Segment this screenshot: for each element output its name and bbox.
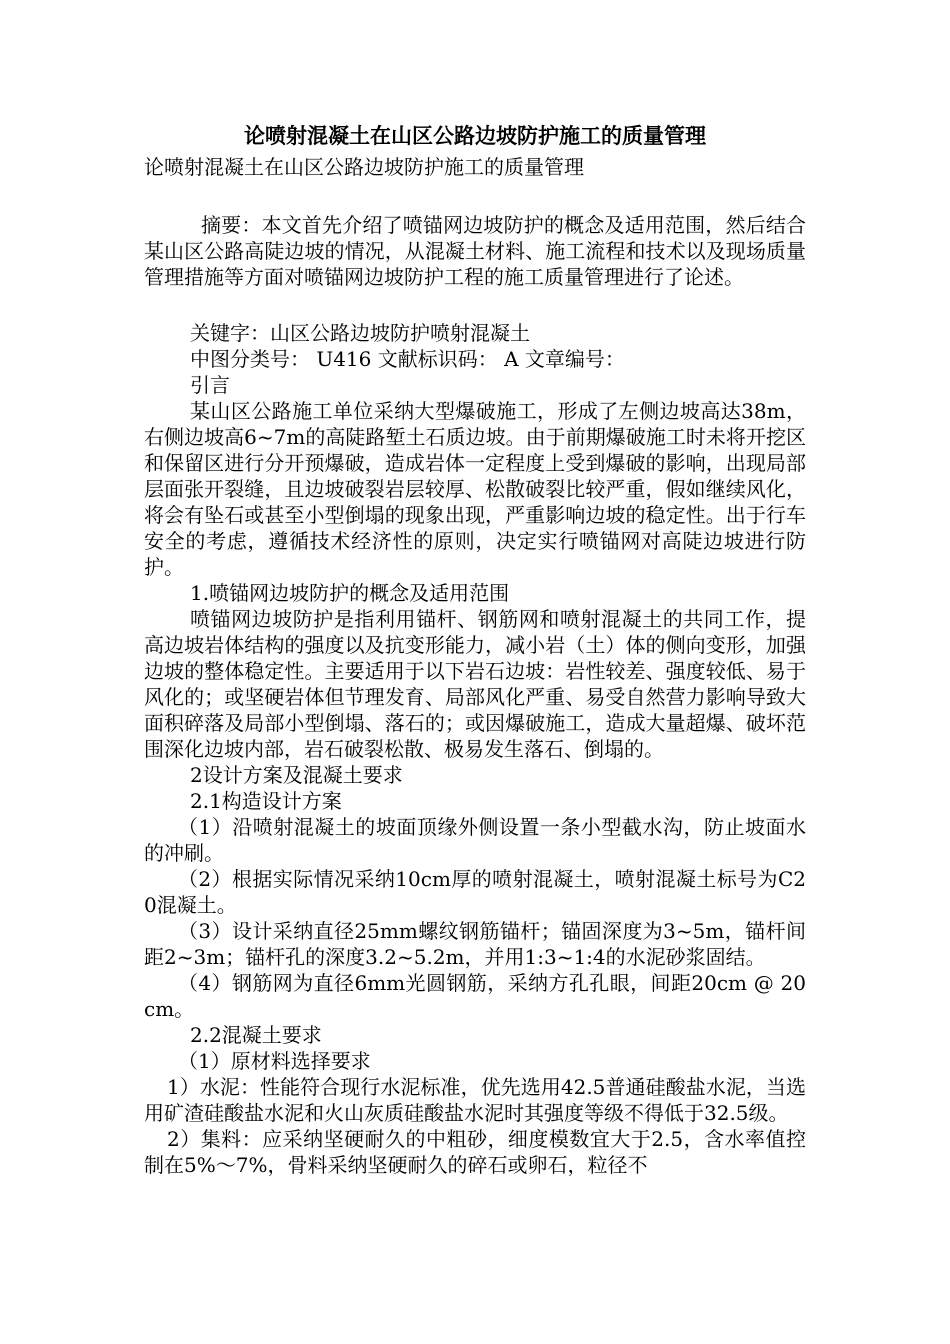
- section1-heading: 1.喷锚网边坡防护的概念及适用范围: [190, 581, 510, 605]
- material-item-cement: 1）水泥：性能符合现行水泥标准，优先选用42.5普通硅酸盐水泥，当选用矿渣硅酸盐水泥和火山灰质硅酸盐水泥时其强度等级不得低于32.5级。: [144, 1075, 806, 1125]
- material-heading: （1）原材料选择要求: [178, 1049, 371, 1073]
- design-item-2: （2）根据实际情况采纳10cm厚的喷射混凝土，喷射混凝土标号为C20混凝土。: [144, 867, 806, 917]
- design-item-4: （4）钢筋网为直径6mm光圆钢筋，采纳方孔孔眼，间距20cm @ 20cm。: [144, 971, 806, 1021]
- classification-line: 中图分类号： U416 文献标识码： A 文章编号：: [190, 347, 625, 371]
- design-item-3: （3）设计采纳直径25mm螺纹钢筋锚杆；锚固深度为3~5m，锚杆间距2~3m；锚杆孔的深度3.2~5.2m，并用1:3~1:4的水泥砂浆固结。: [144, 919, 806, 969]
- design-item-1: （1）沿喷射混凝土的坡面顶缘外侧设置一条小型截水沟，防止坡面水的冲刷。: [144, 815, 806, 865]
- intro-paragraph: 某山区公路施工单位采纳大型爆破施工，形成了左侧边坡高达38m，右侧边坡高6~7m的高陡路堑土石质边坡。由于前期爆破施工时未将开挖区和保留区进行分开预爆破，造成岩体一定程度上受到爆破的影响，出现局部层面张开裂缝，且边坡破裂岩层较厚、松散破裂比较严重，假如继续风化，将会有坠石或甚至小型倒塌的现象出现，严重影响边坡的稳定性。出于行车安全的考虑，遵循技术经济性的原则，决定实行喷锚网对高陡边坡进行防护。: [144, 399, 806, 579]
- section1-paragraph: 喷锚网边坡防护是指利用锚杆、钢筋网和喷射混凝土的共同工作，提高边坡岩体结构的强度以及抗变形能力，减小岩（土）体的侧向变形，加强边坡的整体稳定性。主要适用于以下岩石边坡：岩性较差、强度较低、易于风化的；或坚硬岩体但节理发育、局部风化严重、易受自然营力影响导致大面积碎落及局部小型倒塌、落石的；或因爆破施工，造成大量超爆、破坏范围深化边坡内部，岩石破裂松散、极易发生落石、倒塌的。: [144, 607, 806, 761]
- document-title: 论喷射混凝土在山区公路边坡防护施工的质量管理: [244, 124, 706, 148]
- intro-heading: 引言: [190, 373, 230, 397]
- document-body: [144, 120, 806, 1178]
- material-item-aggregate: 2）集料：应采纳坚硬耐久的中粗砂，细度模数宜大于2.5，含水率值控制在5%～7%，骨料采纳坚硬耐久的碎石或卵石，粒径不: [144, 1127, 806, 1177]
- section21-heading: 2.1构造设计方案: [190, 789, 342, 813]
- keywords-line: 关键字：山区公路边坡防护喷射混凝土: [190, 321, 530, 345]
- abstract-paragraph: 摘要：本文首先介绍了喷锚网边坡防护的概念及适用范围，然后结合某山区公路高陡边坡的情况，从混凝土材料、施工流程和技术以及现场质量管理措施等方面对喷锚网边坡防护工程的施工质量管理进行了论述。: [144, 213, 806, 289]
- section22-heading: 2.2混凝土要求: [190, 1023, 322, 1047]
- section2-heading: 2设计方案及混凝土要求: [190, 763, 403, 787]
- document-subtitle: 论喷射混凝土在山区公路边坡防护施工的质量管理: [144, 155, 584, 179]
